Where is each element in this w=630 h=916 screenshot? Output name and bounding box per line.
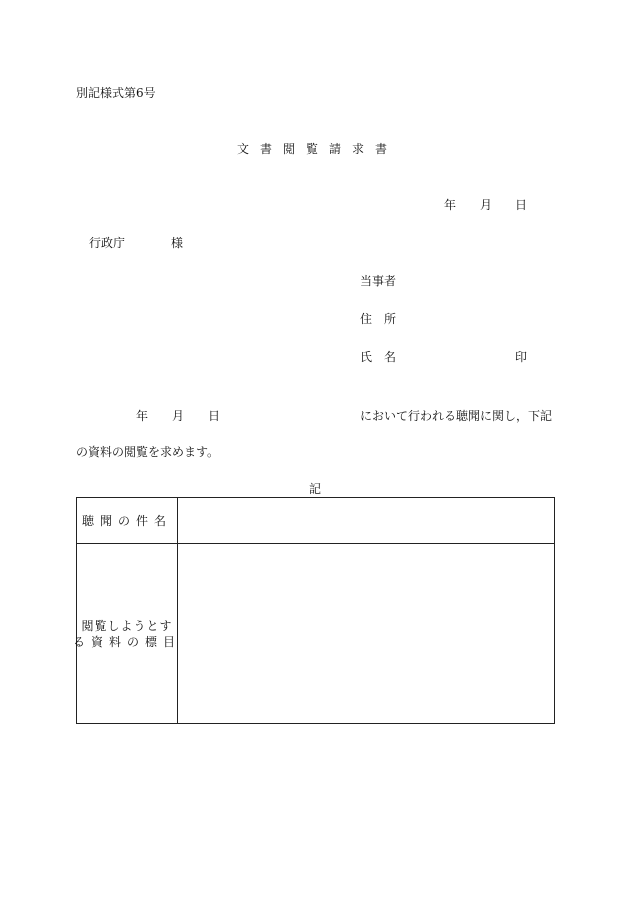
name-label-2: 名 <box>384 350 397 364</box>
addressee-honorific: 様 <box>171 236 184 250</box>
date-month: 月 <box>480 198 493 212</box>
hearing-day: 日 <box>208 409 221 423</box>
date-day: 日 <box>515 198 528 212</box>
document-list-label-line2: る資料の標目 <box>73 635 182 649</box>
hearing-year: 年 <box>136 409 149 423</box>
hearing-name-field[interactable] <box>178 498 554 543</box>
ki-heading: 記 <box>309 482 322 496</box>
addressee-agency: 行政庁 <box>89 236 126 250</box>
hearing-month: 月 <box>172 409 185 423</box>
document-list-label-line1: 閲覧しようとす <box>81 619 173 633</box>
date-year: 年 <box>444 198 457 212</box>
address-label-1: 住 <box>360 312 373 326</box>
request-table <box>73 497 555 724</box>
document-list-field[interactable] <box>178 544 554 723</box>
body-line2: の資料の閲覧を求めます。 <box>76 445 220 459</box>
party-label: 当事者 <box>360 274 397 288</box>
body-line1-end: において行われる聴聞に関し，下記 <box>360 409 553 423</box>
form-number: 別記様式第6号 <box>76 86 156 100</box>
seal-mark: 印 <box>515 350 528 364</box>
hearing-name-label: 聴聞の件名 <box>81 513 172 528</box>
document-list-label <box>73 544 182 724</box>
name-label-1: 氏 <box>360 350 373 364</box>
address-label-2: 所 <box>384 312 397 326</box>
document-title: 文書閲覧請求書 <box>237 142 399 156</box>
